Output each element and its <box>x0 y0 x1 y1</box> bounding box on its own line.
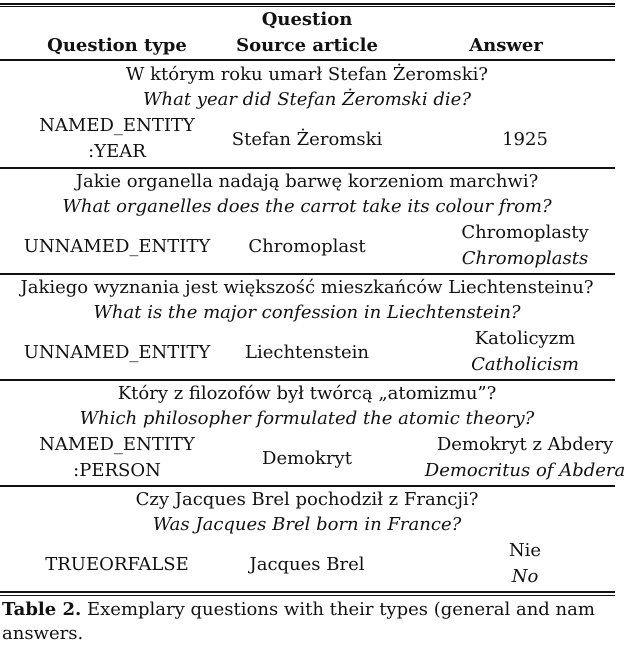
header-question-type: Question type <box>47 35 187 56</box>
source-article: Demokryt <box>262 448 352 469</box>
table-caption <box>2 598 595 622</box>
answer-english: Catholicism <box>471 354 579 375</box>
question-polish: W którym roku umarł Stefan Żeromski? <box>125 64 489 85</box>
source-article: Stefan Żeromski <box>231 129 383 150</box>
header-question: Question <box>261 9 353 30</box>
table-row <box>0 487 615 593</box>
answer-polish: Katolicyzm <box>474 328 576 349</box>
question-english: Was Jacques Brel born in France? <box>152 514 462 535</box>
bottom-rule <box>0 591 615 593</box>
question-polish: Jakie organella nadają barwę korzeniom marchwi? <box>75 171 539 192</box>
question-english: What organelles does the carrot take its colour from? <box>62 196 552 217</box>
source-article: Jacques Brel <box>249 554 365 575</box>
question-english: What year did Stefan Żeromski die? <box>143 89 471 110</box>
question-subtype: :YEAR <box>88 141 146 162</box>
question-type: NAMED_ENTITY <box>39 115 195 136</box>
answer-english: No <box>511 566 539 587</box>
question-polish: Który z filozofów był twórcą „atomizmu”? <box>117 383 497 404</box>
answer-polish: Demokryt z Abdery <box>436 434 614 455</box>
top-rule <box>0 3 615 5</box>
question-english: Which philosopher formulated the atomic theory? <box>79 408 535 429</box>
caption-text: Exemplary questions with their types (general and nam <box>87 599 595 620</box>
answer-english: Democritus of Abdera <box>424 460 626 481</box>
table-row <box>0 62 615 168</box>
source-article: Liechtenstein <box>245 342 369 363</box>
table-row <box>0 169 615 275</box>
question-type: NAMED_ENTITY <box>39 434 195 455</box>
table-row <box>0 275 615 381</box>
header-source-article: Source article <box>236 35 378 56</box>
question-type: TRUEORFALSE <box>45 554 189 575</box>
header-answer: Answer <box>469 35 543 56</box>
question-english: What is the major confession in Liechtenstein? <box>93 302 521 323</box>
table-row <box>0 381 626 487</box>
header-rule <box>0 59 615 61</box>
question-polish: Czy Jacques Brel pochodził z Francji? <box>135 489 479 510</box>
question-type: UNNAMED_ENTITY <box>23 236 211 257</box>
answer-polish: Chromoplasty <box>461 222 589 243</box>
caption-label: Table 2. <box>2 599 82 620</box>
question-type: UNNAMED_ENTITY <box>23 342 211 363</box>
question-polish: Jakiego wyznania jest większość mieszkańców Liechtensteinu? <box>20 277 594 298</box>
question-subtype: :PERSON <box>73 460 161 481</box>
bottom-rule-2 <box>0 595 615 596</box>
top-rule-2 <box>0 6 615 7</box>
answer-polish: Nie <box>508 540 542 561</box>
caption-text-2: answers. <box>2 623 84 644</box>
source-article: Chromoplast <box>248 236 366 257</box>
answer-polish: 1925 <box>502 129 548 150</box>
answer-english: Chromoplasts <box>461 248 589 269</box>
